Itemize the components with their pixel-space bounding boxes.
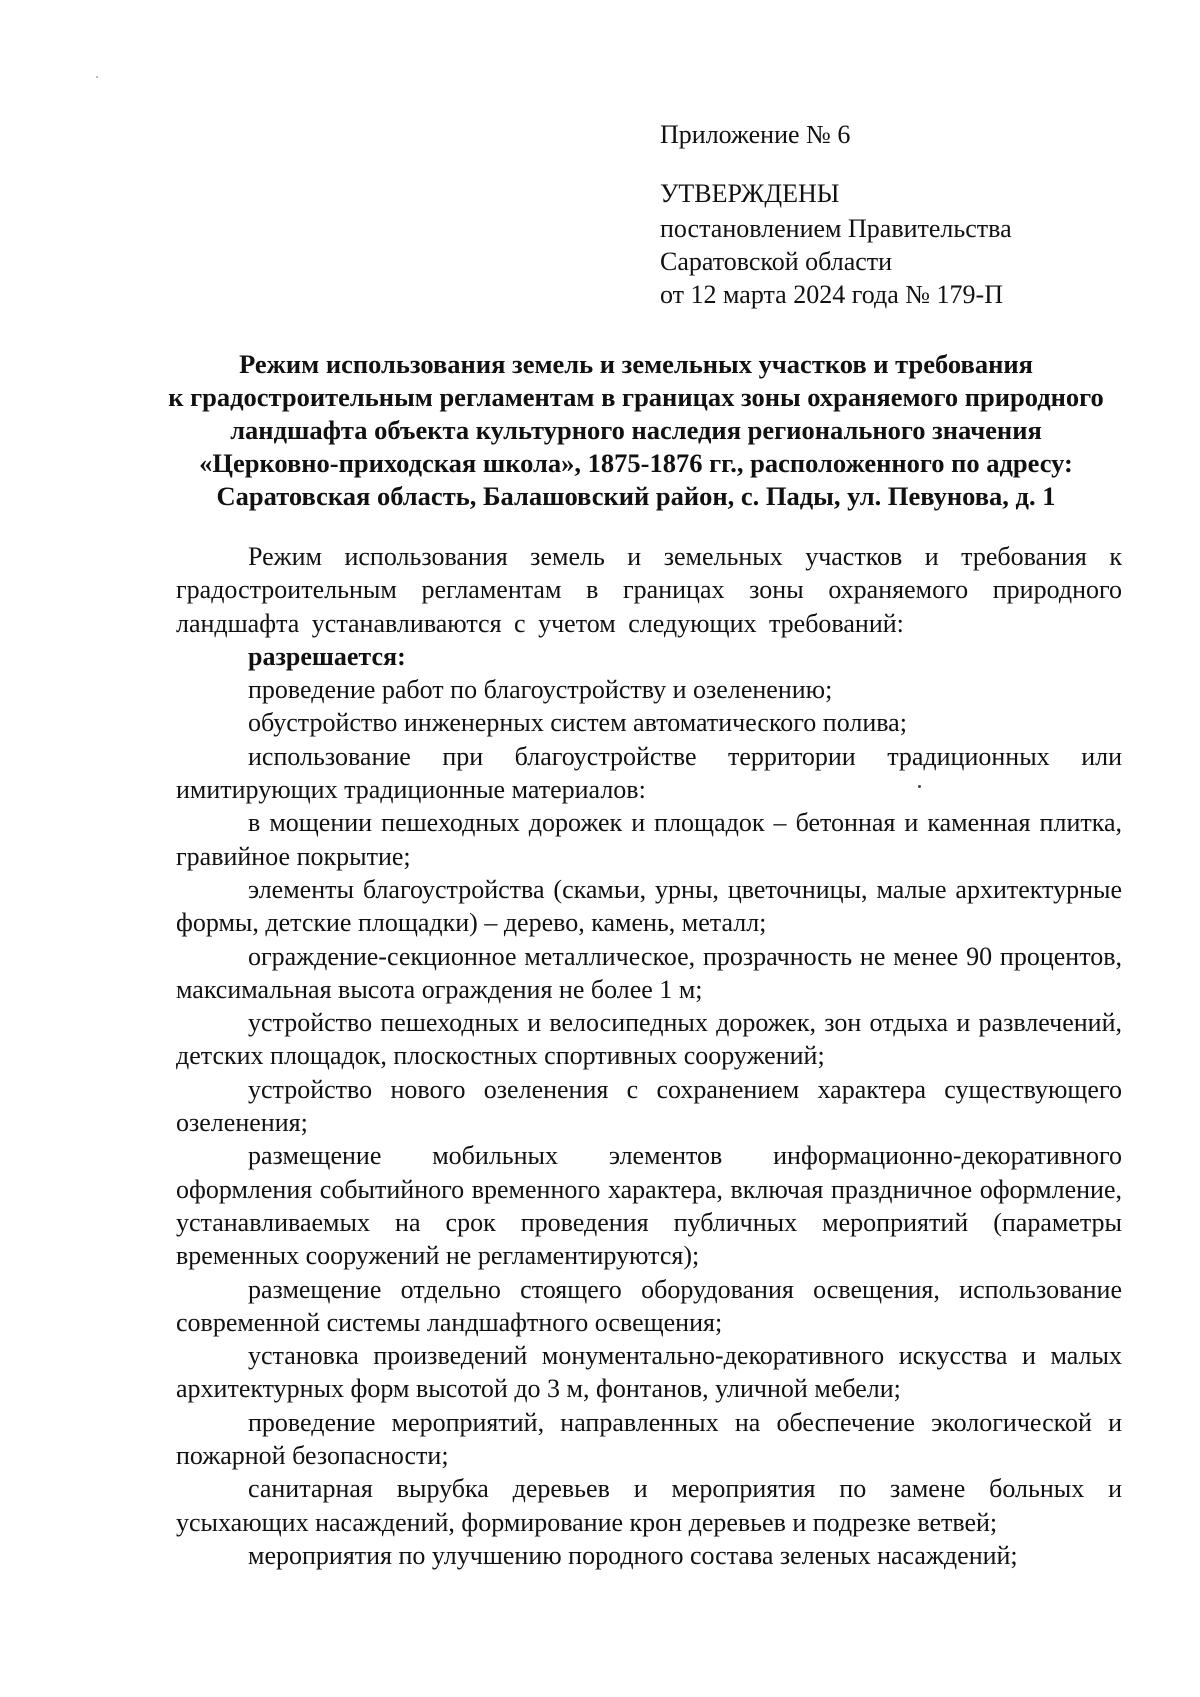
list-item: проведение работ по благоустройству и озеленению; [248, 675, 833, 705]
approval-block [660, 118, 1012, 311]
approved-heading: УТВЕРЖДЕНЫ [660, 179, 840, 208]
list-item: санитарная вырубка деревьев и мероприятия по замене больных и усыхающих насаждений, формирование крон деревьев и подрезке ветвей; [176, 1474, 1122, 1537]
scan-speck [96, 76, 98, 78]
title-line: «Церковно-приходская школа», 1875-1876 гг., расположенного по адресу: [199, 448, 1073, 478]
list-item: устройство пешеходных и велосипедных дорожек, зон отдыха и развлечений, детских площадок, плоскостных спортивных сооружений; [176, 1008, 1122, 1071]
title-line: ландшафта объекта культурного наследия регионального значения [230, 415, 1042, 445]
list-item: мероприятия по улучшению породного состава зеленых насаждений; [248, 1540, 1018, 1570]
document-body [176, 540, 1122, 1572]
list-item: устройство нового озеленения с сохранением характера существующего озеленения; [176, 1074, 1122, 1138]
list-item: обустройство инженерных систем автоматического полива; [248, 708, 907, 738]
list-item: размещение отдельно стоящего оборудования освещения, использование современной системы ландшафтного освещения; [176, 1274, 1122, 1337]
approval-line-1: постановлением Правительства [660, 214, 1012, 243]
title-line: к градостроительным регламентам в границах зоны охраняемого природного [168, 382, 1104, 412]
title-line: Режим использования земель и земельных участков и требования [239, 349, 1033, 379]
list-item: в мощении пешеходных дорожек и площадок – бетонная и каменная плитка, гравийное покрытие; [176, 808, 1122, 871]
approval-line-3: от 12 марта 2024 года № 179-П [660, 280, 1003, 309]
list-item: установка произведений монументально-декоративного искусства и малых архитектурных форм высотой до 3 м, фонтанов, уличной мебели; [176, 1341, 1122, 1404]
list-item: элементы благоустройства (скамьи, урны, цветочницы, малые архитектурные формы, детские площадки) – дерево, камень, металл; [176, 874, 1122, 938]
list-item: ограждение-секционное металлическое, прозрачность не менее 90 процентов, максимальная высота ограждения не более 1 м; [176, 941, 1122, 1004]
document-title [150, 348, 1122, 513]
annex-number: Приложение № 6 [660, 120, 851, 149]
allowed-heading: разрешается: [248, 641, 406, 671]
list-item: проведение мероприятий, направленных на обеспечение экологической и пожарной безопасности; [176, 1407, 1122, 1471]
approval-line-2: Саратовской области [660, 247, 893, 276]
scan-dot [918, 785, 921, 788]
intro-paragraph: Режим использования земель и земельных участков и требования к градостроительным регламентам в границах зоны охраняемого природного ландшафта устанавливаются с учетом следующих требований: [176, 542, 1122, 638]
list-item: размещение мобильных элементов информационно-декоративного оформления событийного временного характера, включая праздничное оформление, устанавливаемых на срок проведения публичных мероприятий (параметры временных сооружений не регламентируются); [176, 1141, 1122, 1271]
title-line: Саратовская область, Балашовский район, с. Пады, ул. Певунова, д. 1 [216, 481, 1056, 511]
list-item: использование при благоустройстве территории традиционных или имитирующих традиционные материалов: [176, 741, 1122, 805]
